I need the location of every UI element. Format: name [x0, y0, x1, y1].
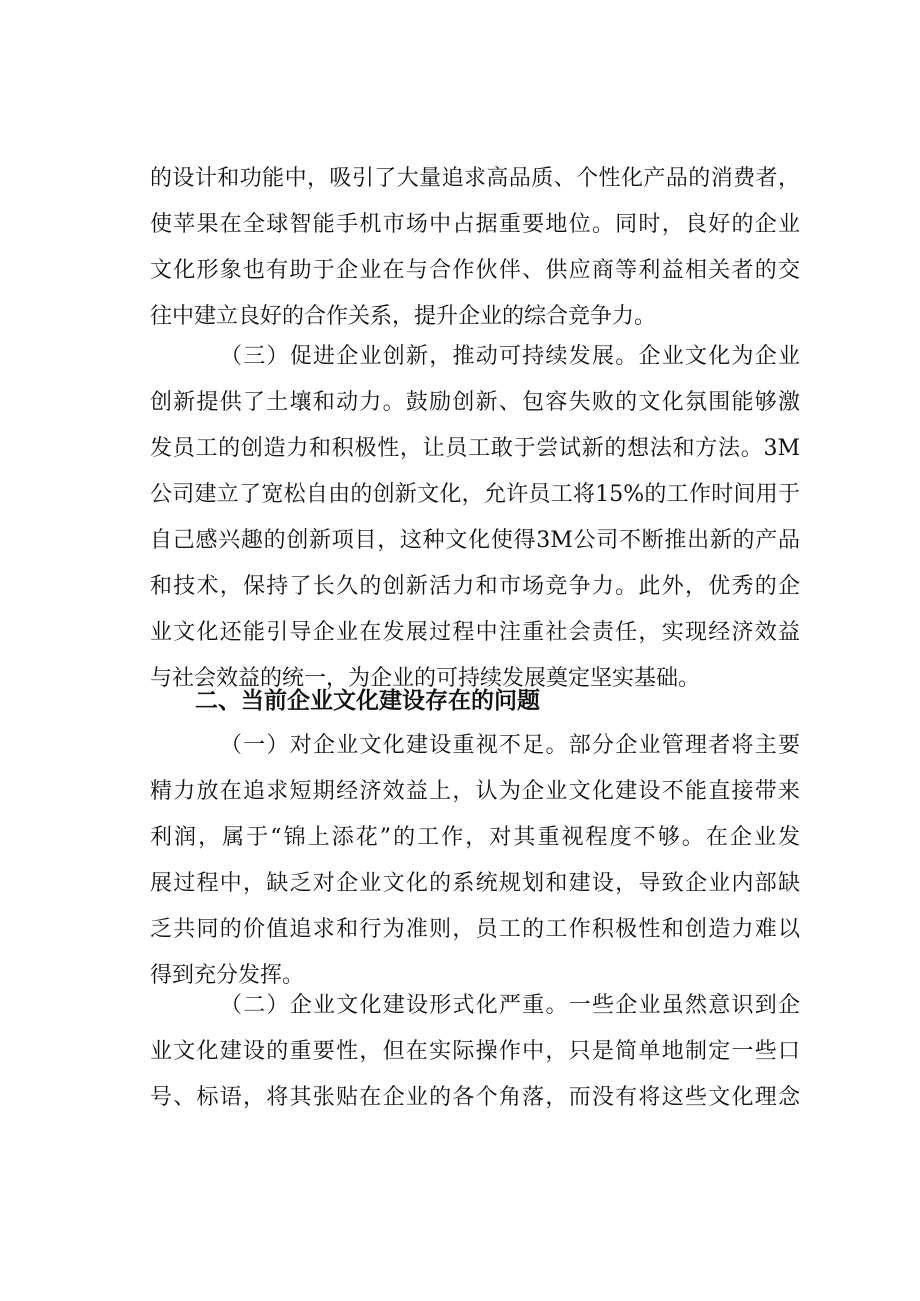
paragraph-line: （二）企业文化建设形式化严重。一些企业虽然意识到企	[220, 993, 800, 1018]
paragraph-line: （一）对企业文化建设重视不足。部分企业管理者将主要	[220, 733, 800, 758]
paragraph-line: 业文化还能引导企业在发展过程中注重社会责任，实现经济效益	[150, 620, 800, 645]
paragraph-line: 展过程中，缺乏对企业文化的系统规划和建设，导致企业内部缺	[150, 871, 800, 896]
paragraph-line: 和技术，保持了长久的创新活力和市场竞争力。此外，优秀的企	[150, 574, 800, 599]
paragraph-line: 利润，属于“锦上添花”的工作，对其重视程度不够。在企业发	[150, 825, 800, 850]
paragraph-line: 公司建立了宽松自由的创新文化，允许员工将15%的工作时间用于	[150, 482, 800, 507]
paragraph-line: （三）促进企业创新，推动可持续发展。企业文化为企业	[220, 344, 800, 369]
paragraph-line: 的设计和功能中，吸引了大量追求高品质、个性化产品的消费者，	[150, 166, 800, 191]
paragraph-insufficient-attention	[150, 723, 800, 999]
section-heading: 二、当前企业文化建设存在的问题	[195, 688, 540, 714]
paragraph-line: 乏共同的价值追求和行为准则，员工的工作积极性和创造力难以	[150, 917, 800, 942]
paragraph-formalism	[150, 983, 800, 1121]
paragraph-line: 号、标语，将其张贴在企业的各个角落，而没有将这些文化理念	[150, 1085, 800, 1110]
paragraph-line: 精力放在追求短期经济效益上，认为企业文化建设不能直接带来	[150, 779, 800, 804]
paragraph-line: 创新提供了土壤和动力。鼓励创新、包容失败的文化氛围能够激	[150, 390, 800, 415]
paragraph-line: 与社会效益的统一，为企业的可持续发展奠定坚实基础。	[150, 666, 701, 691]
paragraph-line: 得到充分发挥。	[150, 963, 305, 988]
paragraph-innovation	[150, 334, 800, 702]
paragraph-line: 往中建立良好的合作关系，提升企业的综合竞争力。	[150, 304, 657, 329]
paragraph-line: 使苹果在全球智能手机市场中占据重要地位。同时，良好的企业	[150, 212, 800, 237]
paragraph-line: 自己感兴趣的创新项目，这种文化使得3M公司不断推出新的产品	[150, 528, 800, 553]
paragraph-line: 业文化建设的重要性，但在实际操作中，只是简单地制定一些口	[150, 1039, 800, 1064]
paragraph-line: 发员工的创造力和积极性，让员工敢于尝试新的想法和方法。3M	[150, 436, 800, 461]
paragraph-brand-image	[150, 156, 800, 340]
paragraph-line: 文化形象也有助于企业在与合作伙伴、供应商等利益相关者的交	[150, 258, 800, 283]
